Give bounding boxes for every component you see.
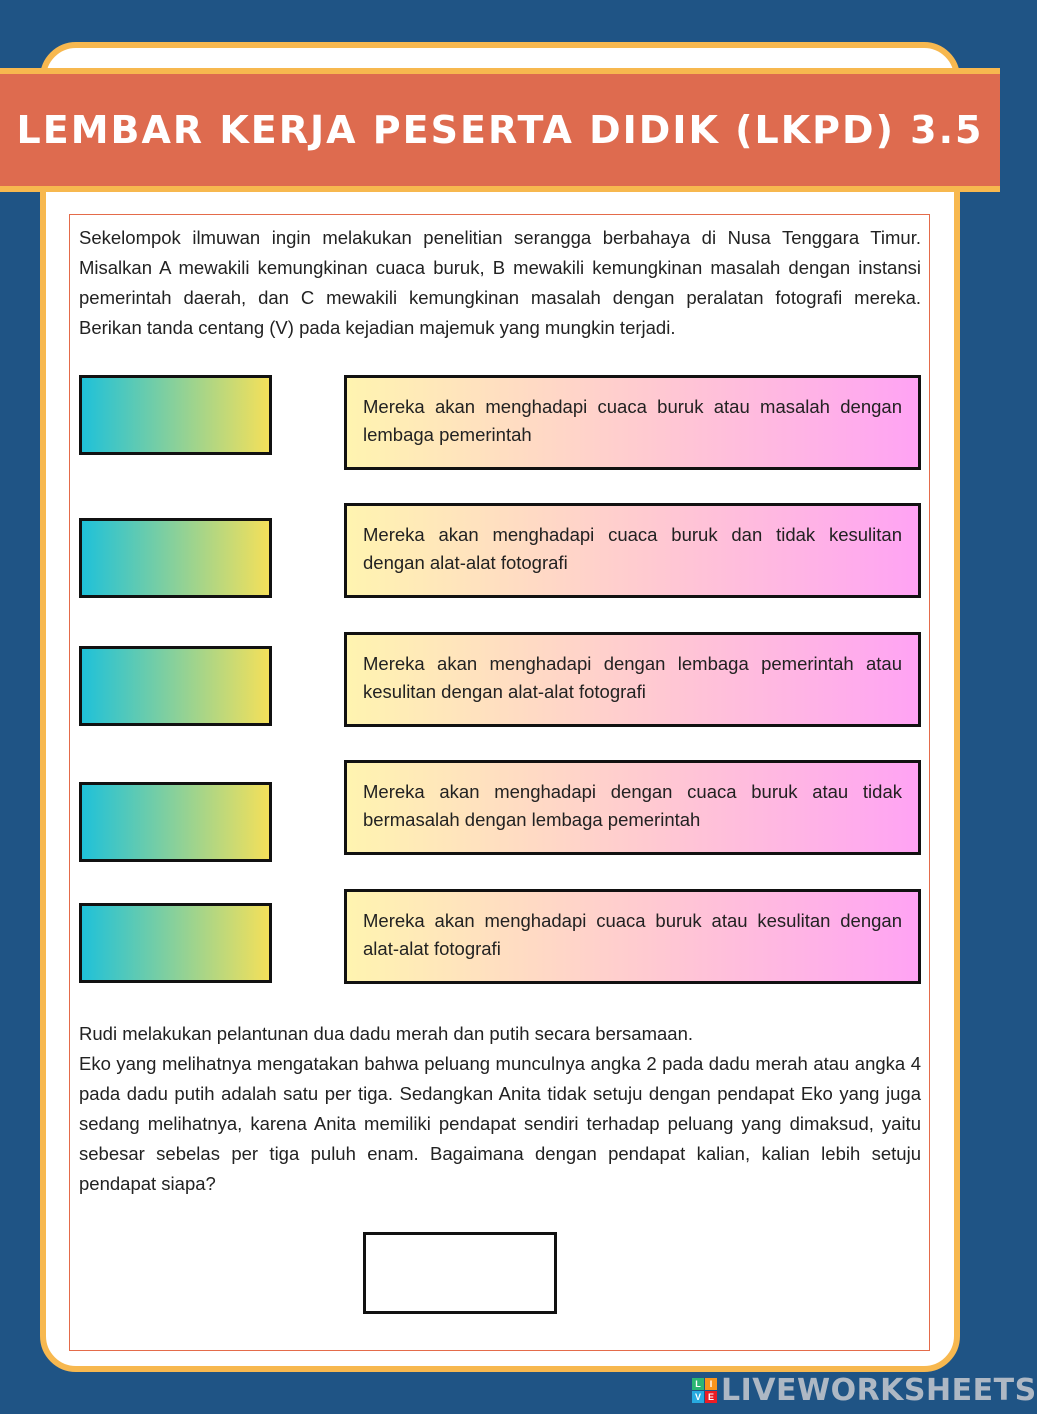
answer-drop-box-2[interactable] (79, 518, 272, 598)
answer-drop-box-1[interactable] (79, 375, 272, 455)
watermark-text: LIVEWORKSHEETS (721, 1372, 1037, 1408)
question-line-2: Eko yang melihatnya mengatakan bahwa peluang munculnya angka 2 pada dadu merah atau angka 4 pada dadu putih adalah satu per tiga. Sedangkan Anita tidak setuju dengan pendapat Eko yang juga sedang melihatnya, karena Anita memiliki pendapat sendiri terhadap peluang yang dimaksud, yaitu sebesar sebelas per tiga puluh enam. Bagaimana dengan pendapat kalian, kalian lebih setuju pendapat siapa? (79, 1053, 921, 1194)
answer-drop-box-5[interactable] (79, 903, 272, 983)
statement-card-4[interactable]: Mereka akan menghadapi dengan cuaca buruk atau tidak bermasalah dengan lembaga pemerintah (344, 760, 921, 855)
question-paragraph (79, 1019, 921, 1199)
liveworksheets-watermark (692, 1372, 1037, 1408)
answer-drop-box-4[interactable] (79, 782, 272, 862)
statement-card-3[interactable]: Mereka akan menghadapi dengan lembaga pemerintah atau kesulitan dengan alat-alat fotografi (344, 632, 921, 727)
intro-paragraph: Sekelompok ilmuwan ingin melakukan penelitian serangga berbahaya di Nusa Tenggara Timur. Misalkan A mewakili kemungkinan cuaca buruk, B mewakili kemungkinan masalah dengan instansi pemerintah daerah, dan C mewakili kemungkinan masalah dengan peralatan fotografi mereka. Berikan tanda centang (V) pada kejadian majemuk yang mungkin terjadi. (79, 227, 921, 338)
header-banner (0, 68, 1000, 192)
answer-drop-box-3[interactable] (79, 646, 272, 726)
liveworksheets-logo-icon: L I V E (692, 1378, 717, 1403)
statement-card-2[interactable]: Mereka akan menghadapi cuaca buruk dan tidak kesulitan dengan alat-alat fotografi (344, 503, 921, 598)
statement-card-1[interactable]: Mereka akan menghadapi cuaca buruk atau masalah dengan lembaga pemerintah (344, 375, 921, 470)
question-line-1: Rudi melakukan pelantunan dua dadu merah dan putih secara bersamaan. (79, 1023, 693, 1044)
page-title: LEMBAR KERJA PESERTA DIDIK (LKPD) 3.5 (16, 108, 984, 152)
statement-card-5[interactable]: Mereka akan menghadapi cuaca buruk atau kesulitan dengan alat-alat fotografi (344, 889, 921, 984)
final-answer-box[interactable] (363, 1232, 557, 1314)
